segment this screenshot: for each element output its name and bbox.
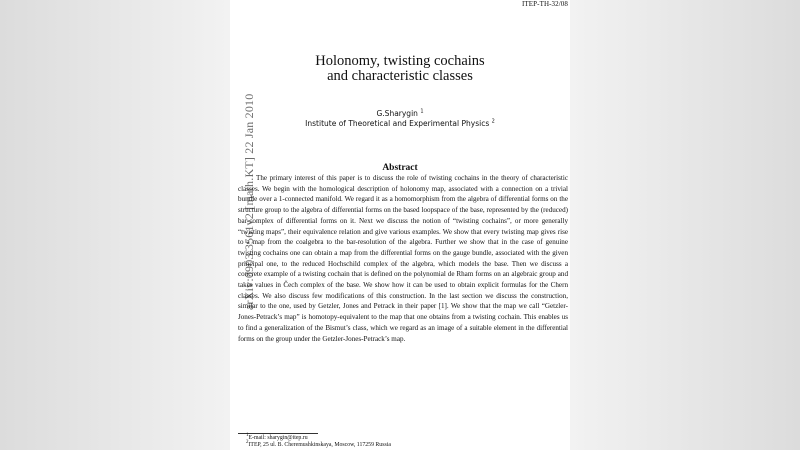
author-name: G.Sharygin bbox=[376, 109, 418, 118]
paper-page bbox=[230, 0, 570, 450]
author-line bbox=[230, 109, 570, 118]
affiliation-footnote-mark: 2 bbox=[491, 118, 495, 125]
arxiv-stamp-text: arXiv:0903.3561v2 [math.KT] 22 Jan 2010 bbox=[242, 93, 256, 310]
viewer-background-right bbox=[570, 0, 800, 450]
title-line-1: Holonomy, twisting cochains bbox=[315, 53, 485, 69]
footnote-2-text: ITEP, 25 ul. B. Cheremushkinskaya, Moscow, 117259 Russia bbox=[248, 442, 391, 448]
author-footnote-mark: 1 bbox=[420, 108, 424, 115]
footnote-2-mark: 2 bbox=[246, 440, 249, 446]
abstract-heading: Abstract bbox=[382, 163, 418, 173]
affiliation-line bbox=[230, 119, 570, 128]
footnote-1-mark: 1 bbox=[246, 433, 249, 439]
viewer-background-left bbox=[0, 0, 230, 450]
footnote-divider bbox=[238, 433, 318, 434]
paper-title bbox=[230, 54, 570, 84]
footnote-1 bbox=[246, 435, 308, 442]
footnote-1-text: E-mail: sharygin@itep.ru bbox=[248, 435, 308, 441]
affiliation-name: Institute of Theoretical and Experimental Physics bbox=[305, 119, 490, 128]
report-number: ITEP-TH-32/08 bbox=[521, 0, 568, 8]
abstract-text: The primary interest of this paper is to discuss the role of twisting cochains in the theory of characteristic classes. We begin with the homological description of holonomy map, associated with a connection on a trivial bundle over a 1-connected manifold. We regard it as a homomorphism from the algebra of differential forms on the structure group to the algebra of differential forms on the based loopspace of the base, represented by the (reduced) bar-complex of differential forms on it. Next we discuss the notion of “twisting cochains”, or more generally “twisting maps”, their equivalence relation and give various examples. We show that every twisting map gives rise to a map from the coalgebra to the bar-resolution of the algebra. Further we show that in the case of genuine twisting cochains one can obtain a map from the differential forms on the gauge bundle, associated with the given principal one, to the reduced Hochschild complex of the algebra, which models the base. Then we discuss a concrete example of a twisting cochain that is defined on the polynomial de Rham forms on an algebraic group and takes values in Čech complex of the base. We show how it can be used to obtain explicit formulas for the Chern classes. We also discuss few modifications of this construction. In the last section we discuss the construction, similar to the one, used by Getzler, Jones and Petrack in their paper [1]. We show that the map we call “Getzler-Jones-Petrack’s map” is homotopy-equivalent to the map that one obtains from a twisting cochain. This enables us to find a generalization of the Bismut’s class, which we regard as an image of a suitable element in the differential forms on the group under the Getzler-Jones-Petrack’s map. bbox=[238, 174, 568, 343]
footnote-2 bbox=[246, 442, 391, 449]
title-line-2: and characteristic classes bbox=[327, 68, 473, 84]
